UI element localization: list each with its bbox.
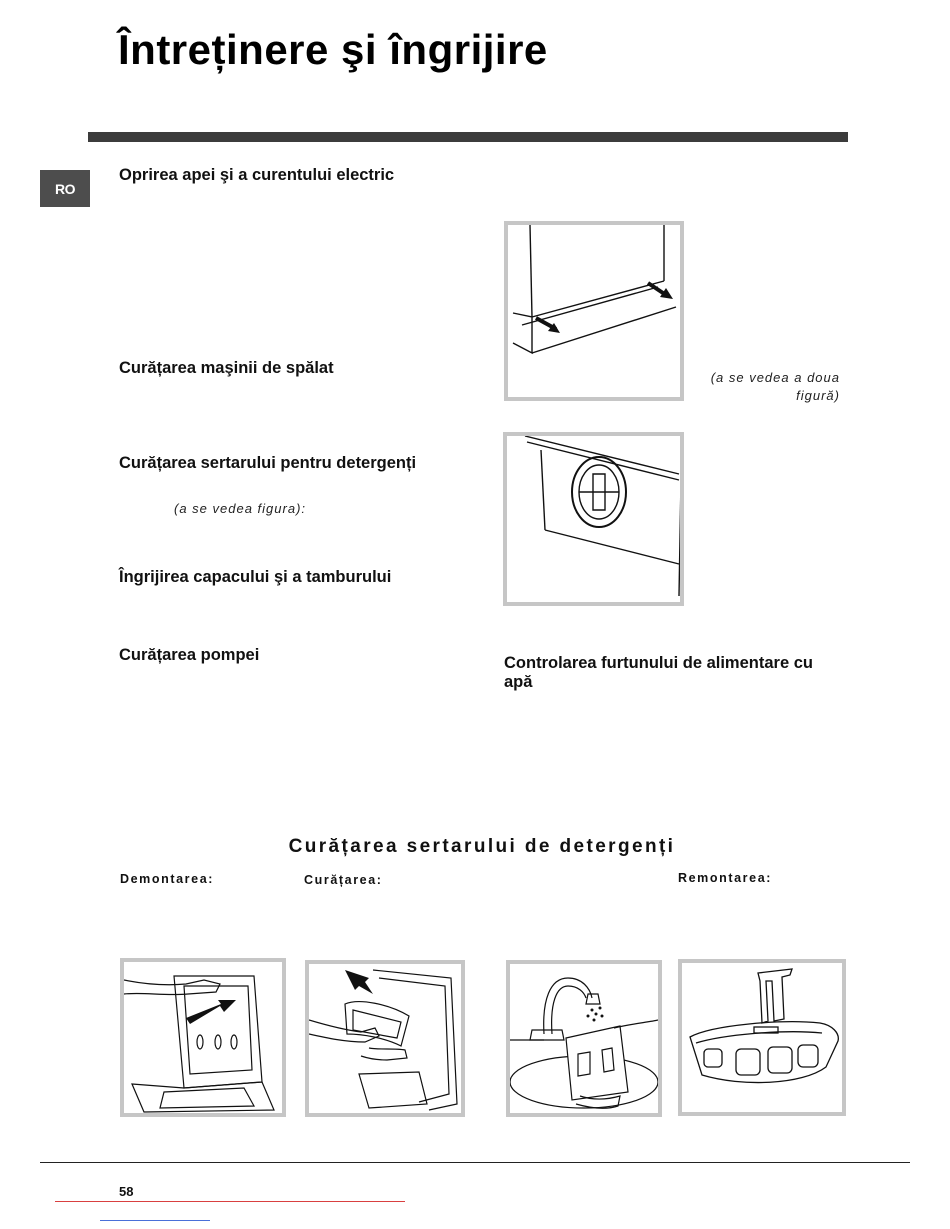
language-tab: RO: [40, 170, 90, 207]
heading-hose-check: Controlarea furtunului de alimentare cu apă: [504, 654, 813, 691]
heading-drawer-cleaning: Curățarea sertarului pentru detergenți: [119, 454, 417, 472]
header-divider: [88, 132, 848, 142]
pump-cover-figure: [503, 432, 684, 606]
heading-lid-drum: Îngrijirea capacului şi a tamburului: [119, 568, 392, 586]
drawer-washing-figure: [506, 960, 662, 1117]
drawer-figure-note: (a se vedea figura):: [174, 501, 307, 516]
plinth-removal-illustration: [508, 225, 680, 397]
page-number: 58: [119, 1184, 134, 1199]
heading-pump-cleaning: Curățarea pompei: [119, 646, 260, 664]
page-title: Întreținere şi îngrijire: [118, 26, 548, 73]
drawer-refit-illustration: [682, 963, 842, 1112]
drawer-steps-heading: Curățarea sertarului de detergenți: [288, 836, 676, 857]
drawer-washing-illustration: [510, 964, 658, 1113]
plinth-removal-figure: [504, 221, 684, 401]
heading-water-power: Oprirea apei şi a curentului electric: [119, 166, 395, 184]
step-remove-label: Demontarea:: [120, 872, 215, 886]
step-refit-label: Remontarea:: [678, 871, 773, 885]
drawer-refit-figure: [678, 959, 846, 1116]
footer-divider: [40, 1162, 910, 1163]
footer-blue-line: [100, 1220, 210, 1221]
footer-red-line: [55, 1201, 405, 1202]
heading-machine-cleaning: Curățarea maşinii de spălat: [119, 359, 334, 377]
drawer-removal-figure: [120, 958, 286, 1117]
drawer-lift-illustration: [309, 964, 461, 1113]
drawer-removal-illustration: [124, 962, 282, 1113]
drawer-lift-figure: [305, 960, 465, 1117]
pump-cover-illustration: [507, 436, 680, 602]
second-figure-note: (a se vedea a doua figură): [710, 370, 840, 403]
step-clean-label: Curățarea:: [304, 873, 383, 887]
